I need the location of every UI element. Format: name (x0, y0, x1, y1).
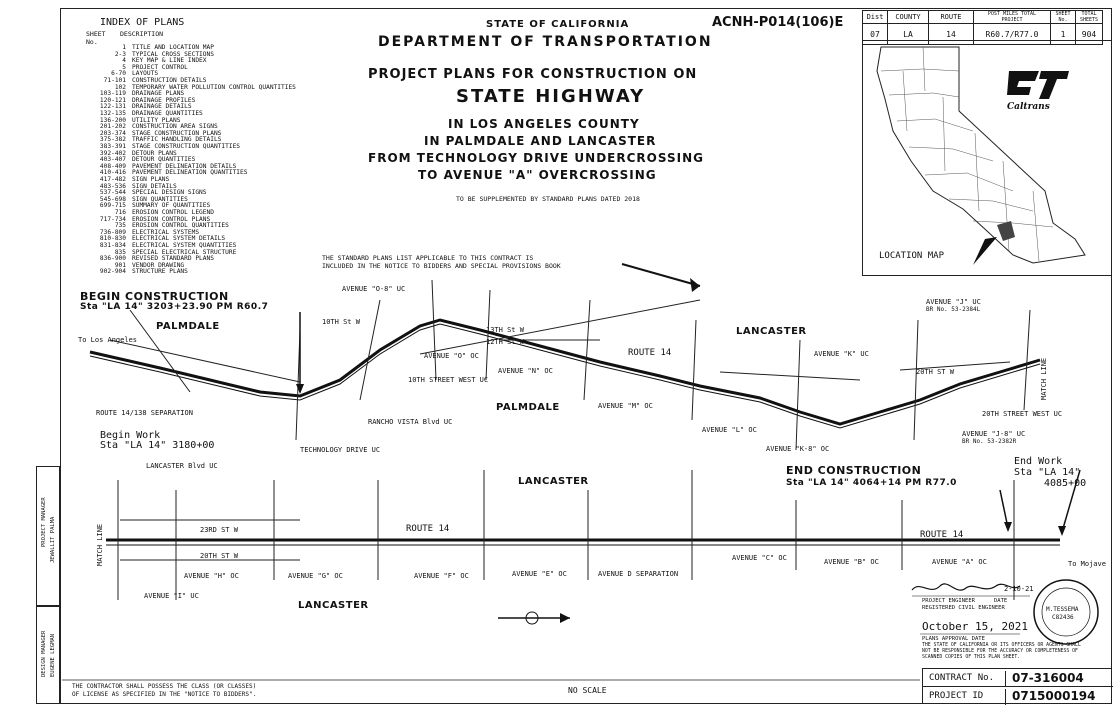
index-description: TEMPORARY WATER POLLUTION CONTROL QUANTITIES (132, 83, 296, 91)
val-sheet: 1 (1051, 24, 1076, 45)
label-ave-o: AVENUE "O" OC (424, 352, 479, 360)
label-ave-d-sep: AVENUE D SEPARATION (598, 570, 679, 578)
label-ave-b: AVENUE "B" OC (824, 558, 879, 566)
hdr-sheet: SHEET No. (1051, 11, 1076, 24)
label-20th-st-top: 20TH ST W (916, 368, 954, 376)
to-mojave: To Mojave (1068, 560, 1106, 568)
index-description: LAYOUTS (132, 70, 159, 78)
index-description: DRAINAGE PLANS (132, 90, 185, 98)
index-sheet-number: 902-904 (99, 268, 126, 276)
index-description: TITLE AND LOCATION MAP (132, 44, 214, 51)
index-description: DETOUR PLANS (132, 149, 177, 157)
route-14-label-mid: ROUTE 14 (406, 524, 450, 534)
match-line-top: MATCH LINE (1040, 357, 1048, 400)
no-scale-note: NO SCALE (568, 686, 607, 695)
index-description: SUMMARY OF QUANTITIES (132, 202, 211, 210)
label-ave-o8: AVENUE "O-8" UC (342, 285, 406, 293)
index-sheet-number: 410-416 (99, 169, 126, 177)
label-ave-j: AVENUE "J" UC (926, 298, 981, 306)
index-description: SIGN PLANS (132, 176, 170, 183)
registered-engineer-label: REGISTERED CIVIL ENGINEER (922, 605, 1005, 611)
city-lancaster-2: LANCASTER (518, 476, 589, 487)
index-description: TRAFFIC HANDLING DETAILS (132, 136, 222, 144)
std-plans-note-1: THE STANDARD PLANS LIST APPLICABLE TO THIS CONTRACT IS (322, 254, 534, 262)
label-ave-m: AVENUE "M" OC (598, 402, 653, 410)
supplement-note: TO BE SUPPLEMENTED BY STANDARD PLANS DATED 2018 (456, 195, 640, 203)
index-sheet-number: 120-121 (99, 96, 126, 104)
north-arrow-bottom (498, 612, 570, 624)
index-sheet-number: 736-809 (99, 228, 126, 236)
index-description: DRAINAGE QUANTITIES (132, 110, 203, 117)
side-design-manager: DESIGN MANAGER (41, 630, 47, 677)
begin-construction-label: BEGIN CONSTRUCTION (80, 290, 229, 303)
location-map-label: LOCATION MAP (879, 251, 945, 261)
end-construction-sta: Sta "LA 14" 4064+14 PM R77.0 (786, 478, 957, 488)
val-county: LA (888, 24, 929, 45)
label-ave-k8: AVENUE "K-8" OC (766, 445, 830, 453)
index-sheet-number: 392-402 (99, 149, 126, 157)
state-name: STATE OF CALIFORNIA (486, 19, 630, 30)
city-lancaster-3: LANCASTER (298, 600, 369, 611)
index-sheet-number: 1 (122, 44, 126, 51)
index-description: PROJECT CONTROL (132, 63, 188, 71)
project-id-label: PROJECT ID (929, 691, 984, 701)
index-description: CONSTRUCTION DETAILS (132, 77, 207, 84)
index-description: EROSION CONTROL QUANTITIES (132, 222, 229, 230)
begin-work-label: Begin Work (100, 430, 161, 441)
side-project-manager-name: JEWALLIT PALMA (50, 516, 56, 563)
index-description: TYPICAL CROSS SECTIONS (132, 50, 214, 58)
index-description: SPECIAL ELECTRICAL STRUCTURE (132, 248, 237, 256)
index-sheet-number: 201-202 (99, 123, 126, 131)
label-lancaster-blvd: LANCASTER Blvd UC (146, 462, 218, 470)
index-description: EROSION CONTROL LEGEND (132, 209, 214, 216)
index-sheet-number: 537-544 (99, 189, 126, 197)
label-ave-n: AVENUE "N" OC (498, 367, 553, 375)
contractor-note-1: THE CONTRACTOR SHALL POSSESS THE CLASS (OR CLASSES) (72, 683, 257, 690)
index-description: EROSION CONTROL PLANS (132, 215, 211, 223)
label-ave-a: AVENUE "A" OC (932, 558, 987, 566)
index-description: PAVEMENT DELINEATION DETAILS (132, 162, 237, 170)
begin-work-sta: Sta "LA 14" 3180+00 (100, 440, 215, 451)
label-20th-st-bottom: 20TH ST W (200, 552, 238, 560)
label-ave-j8: AVENUE "J-8" UC (962, 430, 1026, 438)
index-description: SIGN DETAILS (132, 182, 177, 190)
index-sheet-number: 716 (114, 209, 126, 216)
end-construction-label: END CONSTRUCTION (786, 464, 922, 477)
seal-number: C82436 (1052, 614, 1074, 621)
val-postmiles: R60.7/R77.0 (974, 24, 1051, 45)
index-sheet-number: 408-409 (99, 162, 126, 170)
index-description: STAGE CONSTRUCTION PLANS (132, 129, 222, 137)
index-col-sheet: SHEET (86, 30, 106, 38)
index-description: DETOUR QUANTITIES (132, 156, 196, 164)
label-ave-k: AVENUE "K" UC (814, 350, 869, 358)
index-sheet-number: 717-734 (99, 215, 126, 223)
hdr-postmiles: POST MILES TOTAL PROJECT (974, 11, 1051, 24)
begin-construction-sta: Sta "LA 14" 3203+23.90 PM R60.7 (80, 302, 269, 312)
index-description: DRAINAGE DETAILS (132, 103, 192, 111)
index-description: KEY MAP & LINE INDEX (132, 57, 207, 65)
hdr-county: COUNTY (888, 11, 929, 24)
index-description: STAGE CONSTRUCTION QUANTITIES (132, 143, 241, 150)
federal-project-no: ACNH-P014(106)E (712, 15, 844, 30)
index-description: CONSTRUCTION AREA SIGNS (132, 123, 218, 131)
title-line-5: FROM TECHNOLOGY DRIVE UNDERCROSSING (368, 151, 704, 165)
index-sheet-number: 483-536 (99, 182, 126, 190)
index-col-no: No. (86, 38, 98, 46)
side-strip-design-manager (36, 606, 60, 704)
index-sheet-number: 417-482 (99, 176, 126, 183)
plans-approval-label: PLANS APPROVAL DATE (922, 636, 985, 642)
end-work-sta-2: 4085+00 (1044, 478, 1087, 489)
department-name: DEPARTMENT OF TRANSPORTATION (378, 34, 713, 50)
label-12th-st: 12TH St W (486, 338, 524, 346)
index-description: STRUCTURE PLANS (132, 268, 188, 276)
city-lancaster-1: LANCASTER (736, 326, 807, 337)
index-sheet-number: 102 (114, 83, 126, 91)
index-col-desc: DESCRIPTION (120, 30, 164, 38)
project-engineer-label: PROJECT ENGINEER (922, 598, 975, 604)
side-design-manager-name: EUGENE LEGMAN (50, 633, 56, 677)
index-sheet-number: 831-834 (99, 242, 126, 249)
index-sheet-number: 5 (122, 63, 126, 71)
std-plans-note-2: INCLUDED IN THE NOTICE TO BIDDERS AND SPECIAL PROVISIONS BOOK (322, 262, 561, 270)
hdr-route: ROUTE (929, 11, 974, 24)
label-ave-c: AVENUE "C" OC (732, 554, 787, 562)
index-description: REVISED STANDARD PLANS (132, 255, 214, 263)
index-sheet-number: 122-131 (99, 103, 126, 111)
title-line-3: IN LOS ANGELES COUNTY (448, 117, 640, 131)
index-sheet-number: 71-101 (103, 77, 126, 84)
index-description: ELECTRICAL SYSTEM DETAILS (132, 235, 226, 243)
signature-date: 2-10-21 (1004, 585, 1034, 593)
city-palmdale-2: PALMDALE (496, 402, 560, 413)
label-ave-l: AVENUE "L" OC (702, 426, 757, 434)
project-id-number: 0715000194 (1005, 689, 1111, 705)
label-technology-dr: TECHNOLOGY DRIVE UC (300, 446, 381, 454)
title-line-2: STATE HIGHWAY (456, 86, 646, 107)
index-sheet-number: 4 (122, 57, 126, 65)
to-los-angeles: To Los Angeles (78, 336, 138, 344)
svg-text:Caltrans: Caltrans (1007, 102, 1050, 112)
match-line-bottom: MATCH LINE (96, 523, 104, 566)
north-arrow-top (622, 264, 700, 292)
label-br-2384l: BR No. 53-2384L (926, 306, 981, 313)
index-description: ELECTRICAL SYSTEM QUANTITIES (132, 242, 237, 249)
index-description: PAVEMENT DELINEATION QUANTITIES (132, 169, 248, 177)
plans-approval-date: October 15, 2021 (922, 620, 1028, 633)
index-sheet-number: 545-698 (99, 195, 126, 203)
val-dist: 07 (863, 24, 888, 45)
side-strip-project-manager (36, 466, 60, 606)
label-ave-h: AVENUE "H" OC (184, 572, 239, 580)
title-line-4: IN PALMDALE AND LANCASTER (424, 134, 657, 148)
index-sheet-number: 810-830 (99, 235, 126, 243)
hdr-total: TOTAL SHEETS (1076, 11, 1103, 24)
index-sheet-number: 375-382 (99, 136, 126, 144)
label-ave-i: AVENUE "I" UC (144, 592, 199, 600)
hdr-dist: Dist (863, 11, 888, 24)
label-route-14-138-sep: ROUTE 14/138 SEPARATION (96, 409, 193, 417)
label-ave-e: AVENUE "E" OC (512, 570, 567, 578)
contract-number: 07-316004 (1005, 671, 1111, 687)
label-10th-st: 10TH St W (322, 318, 360, 326)
project-id-row (923, 687, 1113, 705)
scan-disclaimer: THE STATE OF CALIFORNIA OR ITS OFFICERS OR AGENTS SHALL NOT BE RESPONSIBLE FOR THE ACCURACY OR COMPLETENESS OF SCANNED COPIES OF THIS PLAN SHEET. (922, 643, 1081, 660)
side-project-manager: PROJECT MANAGER (41, 497, 47, 547)
contract-box (922, 668, 1112, 704)
index-sheet-number: 835 (114, 248, 126, 256)
title-line-6: TO AVENUE "A" OVERCROSSING (418, 168, 657, 182)
index-sheet-number: 2-3 (114, 50, 126, 58)
seal-name: M.TESSEMA (1046, 606, 1079, 613)
contract-row (923, 669, 1113, 687)
index-description: SPECIAL DESIGN SIGNS (132, 189, 207, 197)
label-13th-st: 13TH St W (486, 326, 524, 334)
index-description: SIGN QUANTITIES (132, 195, 188, 203)
label-ave-g: AVENUE "G" OC (288, 572, 343, 580)
label-23rd-st: 23RD ST W (200, 526, 238, 534)
index-sheet-number: 136-200 (99, 116, 126, 124)
index-description: ELECTRICAL SYSTEMS (132, 228, 200, 236)
index-description: UTILITY PLANS (132, 116, 181, 124)
index-sheet-number: 383-391 (99, 143, 126, 150)
index-sheet-number: 403-407 (99, 156, 126, 164)
label-rancho-vista: RANCHO VISTA Blvd UC (368, 418, 453, 426)
index-title: INDEX OF PLANS (100, 17, 185, 28)
index-sheet-number: 836-900 (99, 255, 126, 263)
city-palmdale-1: PALMDALE (156, 321, 220, 332)
route-14-label-top: ROUTE 14 (628, 348, 672, 358)
end-work-sta: Sta "LA 14" (1014, 467, 1081, 478)
label-10th-uc: 10TH STREET WEST UC (408, 376, 489, 384)
date-label: DATE (994, 598, 1008, 604)
index-sheet-number: 699-715 (99, 202, 126, 210)
contract-label: CONTRACT No. (929, 673, 995, 683)
label-ave-f: AVENUE "F" OC (414, 572, 469, 580)
index-description: VENDOR DRAWING (132, 261, 185, 269)
index-sheet-number: 6-70 (111, 70, 126, 78)
index-sheet-number: 203-374 (99, 129, 126, 137)
index-description: DRAINAGE PROFILES (132, 96, 196, 104)
val-total: 904 (1076, 24, 1103, 45)
route-14-label-end: ROUTE 14 (920, 530, 964, 540)
index-sheet-number: 735 (114, 222, 126, 230)
label-20th-uc: 20TH STREET WEST UC (982, 410, 1063, 418)
index-sheet-number: 901 (114, 261, 126, 269)
val-route: 14 (929, 24, 974, 45)
index-sheet-number: 103-119 (99, 90, 126, 98)
label-br-2382r: BR No. 53-2382R (962, 438, 1017, 445)
title-line-1: PROJECT PLANS FOR CONSTRUCTION ON (368, 67, 698, 82)
contractor-note-2: OF LICENSE AS SPECIFIED IN THE "NOTICE TO BIDDERS". (72, 691, 257, 698)
end-work-label: End Work (1014, 456, 1063, 467)
index-sheet-number: 132-135 (99, 110, 126, 117)
